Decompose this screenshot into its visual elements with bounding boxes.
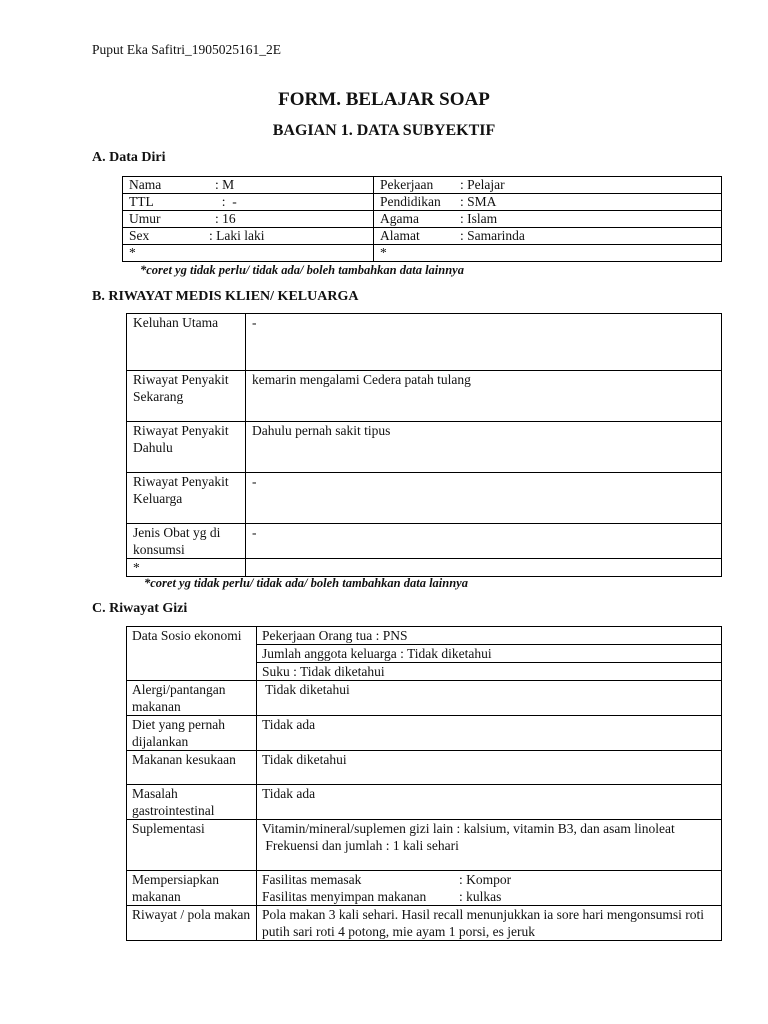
suplemen-line: Frekuensi dan jumlah : 1 kali sehari (262, 838, 459, 853)
table-row (127, 751, 722, 785)
table-cell: Riwayat Penyakit Keluarga (127, 473, 246, 524)
section-b-heading: B. RIWAYAT MEDIS KLIEN/ KELUARGA (92, 289, 359, 304)
table-cell: - (246, 524, 722, 559)
data-diri-table (122, 176, 722, 262)
riwayat-gizi-table (126, 626, 722, 941)
table-cell: Sex : Laki laki (123, 228, 374, 245)
table-cell: Jenis Obat yg di konsumsi (127, 524, 246, 559)
table-row (127, 716, 722, 751)
table-row (127, 422, 722, 473)
table-cell (257, 871, 722, 906)
table-cell: Umur : 16 (123, 211, 374, 228)
table-row (127, 524, 722, 559)
riwayat-medis-table (126, 313, 722, 577)
table-row (127, 559, 722, 577)
table-row (123, 194, 722, 211)
section-c-heading: C. Riwayat Gizi (92, 601, 188, 616)
table-cell: - (246, 314, 722, 371)
table-cell: Tidak diketahui (257, 681, 722, 716)
table-row (127, 681, 722, 716)
table-cell: Riwayat Penyakit Sekarang (127, 371, 246, 422)
table-cell: Tidak diketahui (257, 751, 722, 785)
document-header: Puput Eka Safitri_1905025161_2E (92, 42, 281, 57)
sosio-line: Jumlah anggota keluarga : Tidak diketahui (257, 644, 721, 662)
table-row (123, 228, 722, 245)
table-cell: Alamat : Samarinda (374, 228, 722, 245)
table-cell: Pekerjaan : Pelajar (374, 177, 722, 194)
table-row (127, 906, 722, 941)
table-row (123, 177, 722, 194)
fasilitas-line: Fasilitas menyimpan makanan : kulkas (262, 889, 502, 904)
table-cell: Agama : Islam (374, 211, 722, 228)
table-cell: TTL : - (123, 194, 374, 211)
table-row (127, 314, 722, 371)
table-cell: Diet yang pernah dijalankan (127, 716, 257, 751)
section-a-note: *coret yg tidak perlu/ tidak ada/ boleh tambahkan data lainnya (140, 263, 464, 277)
table-row (127, 871, 722, 906)
table-cell (257, 820, 722, 871)
section-b-note: *coret yg tidak perlu/ tidak ada/ boleh tambahkan data lainnya (144, 576, 468, 590)
suplemen-line: Vitamin/mineral/suplemen gizi lain : kalsium, vitamin B3, dan asam linoleat (262, 821, 675, 836)
table-row (127, 371, 722, 422)
table-cell: Suplementasi (127, 820, 257, 871)
table-cell: - (246, 473, 722, 524)
form-title: FORM. BELAJAR SOAP (278, 89, 490, 110)
table-row (127, 473, 722, 524)
table-cell: Makanan kesukaan (127, 751, 257, 785)
table-cell: Pendidikan : SMA (374, 194, 722, 211)
sosio-line: Suku : Tidak diketahui (257, 662, 721, 680)
table-cell (257, 627, 722, 681)
table-cell: Mempersiapkan makanan (127, 871, 257, 906)
table-cell: * (374, 245, 722, 262)
table-cell: * (127, 559, 246, 577)
table-cell: Riwayat / pola makan (127, 906, 257, 941)
table-cell: Keluhan Utama (127, 314, 246, 371)
table-cell: Tidak ada (257, 785, 722, 820)
table-row (127, 820, 722, 871)
table-cell: Pola makan 3 kali sehari. Hasil recall menunjukkan ia sore hari mengonsumsi roti putih sari roti 4 potong, mie ayam 1 porsi, es jeruk (257, 906, 722, 941)
table-cell: Tidak ada (257, 716, 722, 751)
table-cell: Riwayat Penyakit Dahulu (127, 422, 246, 473)
table-cell (246, 559, 722, 577)
table-row (123, 211, 722, 228)
table-cell: * (123, 245, 374, 262)
part-title: BAGIAN 1. DATA SUBYEKTIF (272, 122, 496, 139)
table-cell: Masalah gastrointestinal (127, 785, 257, 820)
table-row (127, 627, 722, 681)
fasilitas-line: Fasilitas memasak : Kompor (262, 872, 512, 887)
table-cell: Dahulu pernah sakit tipus (246, 422, 722, 473)
table-row (127, 785, 722, 820)
section-a-heading: A. Data Diri (92, 150, 166, 165)
table-cell: Data Sosio ekonomi (127, 627, 257, 681)
table-cell: kemarin mengalami Cedera patah tulang (246, 371, 722, 422)
sosio-line: Pekerjaan Orang tua : PNS (262, 628, 408, 643)
table-row (123, 245, 722, 262)
table-cell: Nama : M (123, 177, 374, 194)
table-cell: Alergi/pantangan makanan (127, 681, 257, 716)
